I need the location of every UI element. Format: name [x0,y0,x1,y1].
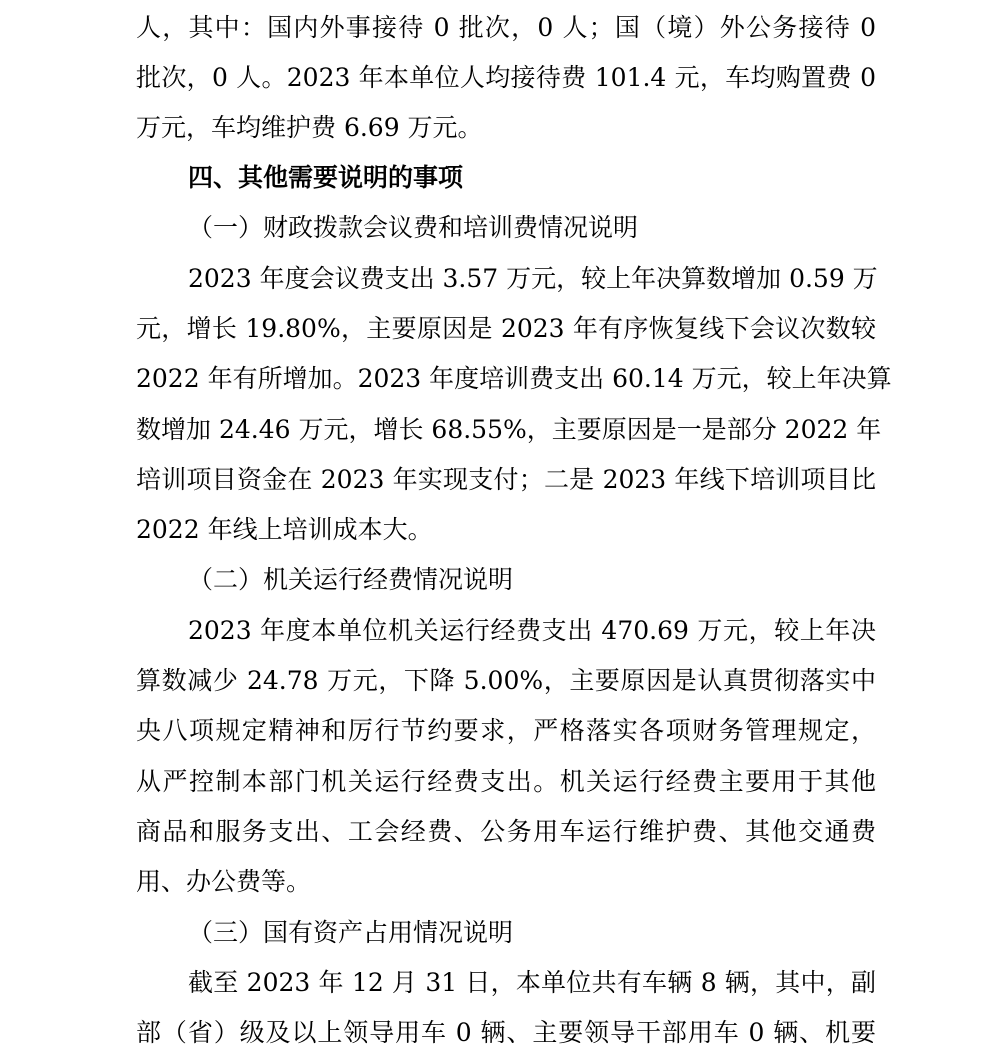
section-heading: 四、其他需要说明的事项 [188,163,464,192]
body-text-line: 央八项规定精神和厉行节约要求，严格落实各项财务管理规定， [136,716,876,745]
body-text-line: 培训项目资金在 2023 年实现支付；二是 2023 年线下培训项目比 [136,465,876,494]
body-text-line: 商品和服务支出、工会经费、公务用车运行维护费、其他交通费 [136,817,876,846]
body-text-line: 2022 年线上培训成本大。 [136,515,433,544]
body-text-line: 批次，0 人。2023 年本单位人均接待费 101.4 元，车均购置费 0 [136,63,876,92]
body-text-line: 用、办公费等。 [136,867,312,896]
subsection-heading: （二）机关运行经费情况说明 [188,565,514,594]
body-text-line: 从严控制本部门机关运行经费支出。机关运行经费主要用于其他 [136,767,876,796]
body-text-line: 2022 年有所增加。2023 年度培训费支出 60.14 万元，较上年决算 [136,364,892,393]
body-text-line: 数增加 24.46 万元，增长 68.55%，主要原因是一是部分 2022 年 [136,415,882,444]
body-text-line: 人，其中：国内外事接待 0 批次，0 人；国（境）外公务接待 0 [136,13,876,42]
subsection-heading: （三）国有资产占用情况说明 [188,918,514,947]
subsection-heading: （一）财政拨款会议费和培训费情况说明 [188,213,639,242]
body-text-line: 2023 年度会议费支出 3.57 万元，较上年决算数增加 0.59 万 [188,264,878,293]
body-text-line: 部（省）级及以上领导用车 0 辆、主要领导干部用车 0 辆、机要 [136,1018,876,1047]
body-text-line: 万元，车均维护费 6.69 万元。 [136,113,483,142]
body-text-line: 截至 2023 年 12 月 31 日，本单位共有车辆 8 辆，其中，副 [188,968,876,997]
body-text-line: 2023 年度本单位机关运行经费支出 470.69 万元，较上年决 [188,616,876,645]
body-text-line: 元，增长 19.80%，主要原因是 2023 年有序恢复线下会议次数较 [136,314,876,343]
body-text-line: 算数减少 24.78 万元，下降 5.00%，主要原因是认真贯彻落实中 [136,666,876,695]
